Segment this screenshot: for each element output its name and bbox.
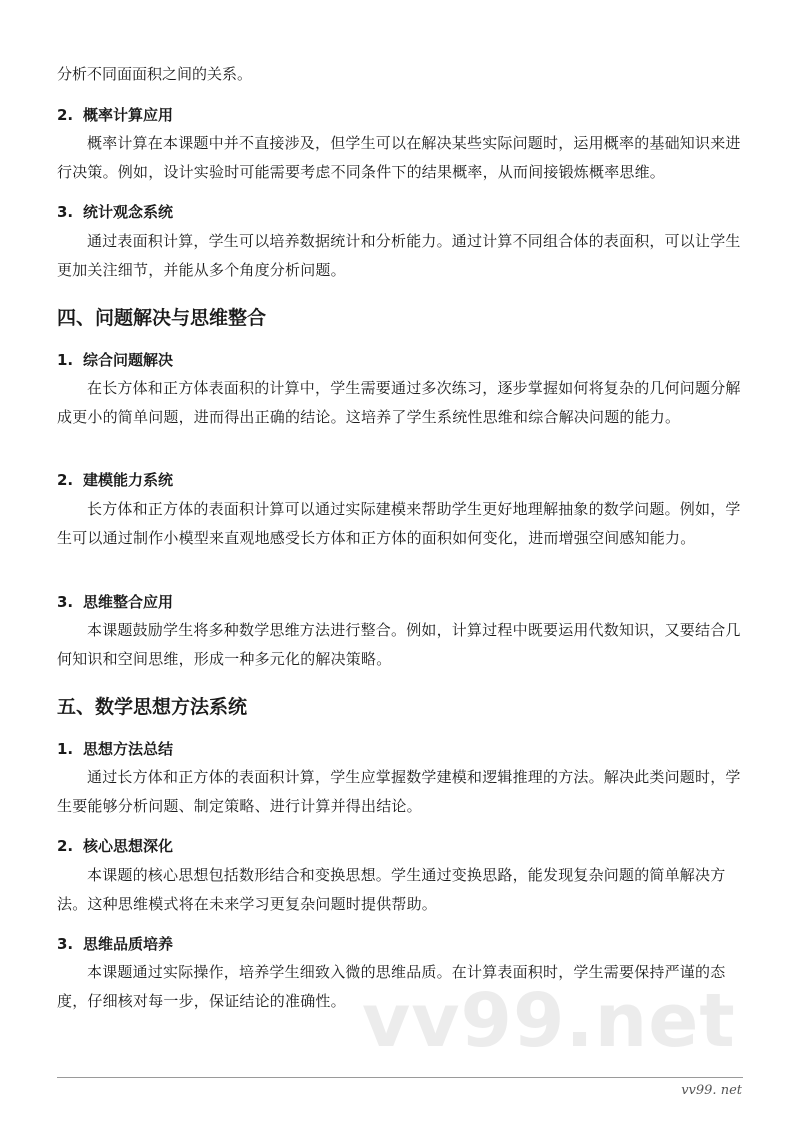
section-title: 综合问题解决 (83, 351, 174, 369)
footer-site-label: vv99. net (681, 1083, 742, 1098)
section-body: 本课题通过实际操作，培养学生细致入微的思维品质。在计算表面积时，学生需要保持严谨的态度，仔细核对每一步，保证结论的准确性。 (57, 963, 726, 1010)
section-number: 2. (57, 471, 74, 489)
section-heading (57, 592, 173, 612)
section-heading (57, 350, 173, 370)
section-number: 1. (57, 351, 74, 369)
section-body: 在长方体和正方体表面积的计算中，学生需要通过多次练习，逐步掌握如何将复杂的几何问题分解成更小的简单问题，进而得出正确的结论。这培养了学生系统性思维和综合解决问题的能力。 (57, 379, 741, 426)
section-number: 3. (57, 203, 74, 221)
section-heading (57, 470, 173, 490)
chapter-heading: 五、数学思想方法系统 (57, 696, 248, 718)
section-body: 本课题的核心思想包括数形结合和变换思想。学生通过变换思路，能发现复杂问题的简单解决方法。这种思维模式将在未来学习更复杂问题时提供帮助。 (57, 866, 726, 913)
section-number: 2. (57, 837, 74, 855)
section-heading (57, 836, 173, 856)
footer-divider (57, 1077, 743, 1078)
section-title: 核心思想深化 (83, 837, 174, 855)
section-body: 通过表面积计算，学生可以培养数据统计和分析能力。通过计算不同组合体的表面积，可以让学生更加关注细节，并能从多个角度分析问题。 (57, 232, 741, 279)
section-number: 3. (57, 935, 74, 953)
section-number: 1. (57, 740, 74, 758)
section-heading (57, 934, 173, 954)
section-body: 长方体和正方体的表面积计算可以通过实际建模来帮助学生更好地理解抽象的数学问题。例如，学生可以通过制作小模型来直观地感受长方体和正方体的面积如何变化，进而增强空间感知能力。 (57, 500, 741, 547)
section-title: 思维整合应用 (83, 593, 174, 611)
watermark: vv99.net (362, 978, 736, 1064)
section-number: 2. (57, 106, 74, 124)
chapter-heading: 四、问题解决与思维整合 (57, 307, 267, 329)
section-title: 概率计算应用 (83, 106, 174, 124)
section-number: 3. (57, 593, 74, 611)
intro-text: 分析不同面面积之间的关系。 (57, 65, 253, 83)
section-heading (57, 739, 173, 759)
section-title: 建模能力系统 (83, 471, 174, 489)
section-body: 本课题鼓励学生将多种数学思维方法进行整合。例如，计算过程中既要运用代数知识，又要结合几何知识和空间思维，形成一种多元化的解决策略。 (57, 621, 741, 668)
section-body: 通过长方体和正方体的表面积计算，学生应掌握数学建模和逻辑推理的方法。解决此类问题时，学生要能够分析问题、制定策略、进行计算并得出结论。 (57, 768, 741, 815)
section-body: 概率计算在本课题中并不直接涉及，但学生可以在解决某些实际问题时，运用概率的基础知识来进行决策。例如，设计实验时可能需要考虑不同条件下的结果概率，从而间接锻炼概率思维。 (57, 134, 741, 181)
section-title: 思维品质培养 (83, 935, 174, 953)
section-heading (57, 105, 173, 125)
section-title: 思想方法总结 (83, 740, 174, 758)
section-heading (57, 202, 173, 222)
section-title: 统计观念系统 (83, 203, 174, 221)
